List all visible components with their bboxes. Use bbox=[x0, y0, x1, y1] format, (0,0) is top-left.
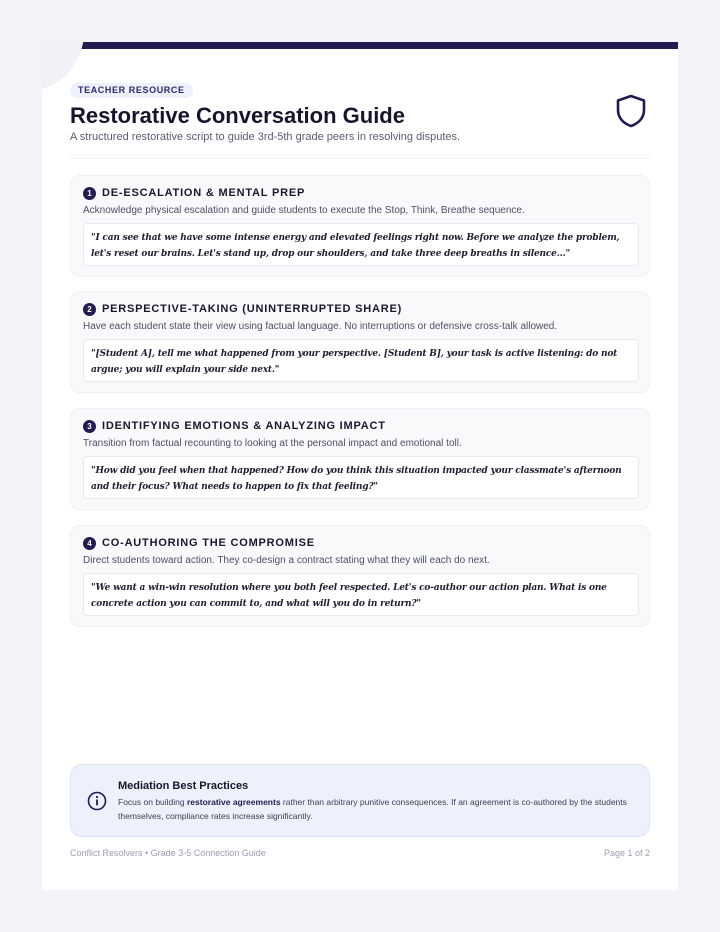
document-page bbox=[42, 42, 678, 890]
page-subtitle: A structured restorative script to guide 3rd-5th grade peers in resolving disputes. bbox=[70, 131, 461, 143]
best-practices-callout bbox=[70, 764, 650, 837]
step-script-quote: "We want a win-win resolution where you both feel respected. Let's co-author our action plan. What is one concrete action you can commit to, and what will you do in return?" bbox=[83, 573, 639, 616]
step-description: Acknowledge physical escalation and guide students to execute the Stop, Think, Breathe sequence. bbox=[83, 205, 525, 216]
top-accent-bar bbox=[42, 42, 678, 49]
step-card-3 bbox=[70, 408, 650, 510]
step-number-badge: 4 bbox=[83, 537, 96, 550]
shield-icon bbox=[615, 94, 647, 128]
step-description: Have each student state their view using factual language. No interruptions or defensive cross-talk allowed. bbox=[83, 321, 558, 332]
step-card-4 bbox=[70, 525, 650, 627]
step-script-quote: "I can see that we have some intense energy and elevated feelings right now. Before we analyze the problem, let's reset our brains. Let's stand up, drop our shoulders, and take three deep breaths in silence..." bbox=[83, 223, 639, 266]
callout-body bbox=[118, 795, 628, 823]
footer-page-number: Page 1 of 2 bbox=[603, 848, 650, 858]
step-description: Direct students toward action. They co-design a contract stating what they will each do next. bbox=[83, 555, 490, 566]
info-icon bbox=[87, 791, 107, 811]
step-number-badge: 3 bbox=[83, 420, 96, 433]
header-divider bbox=[70, 158, 650, 159]
step-number-badge: 2 bbox=[83, 303, 96, 316]
callout-body-text: Focus on building bbox=[118, 797, 187, 807]
callout-body-text-continued: rather than arbitrary punitive consequences. If an agreement is co-authored by the students themselves, compliance rates increase significantly. bbox=[118, 797, 627, 821]
step-script-quote: "How did you feel when that happened? How do you think this situation impacted your classmate's afternoon and their focus? What needs to happen to fix that feeling?" bbox=[83, 456, 639, 499]
step-card-2 bbox=[70, 291, 650, 393]
step-title: IDENTIFYING EMOTIONS & ANALYZING IMPACT bbox=[102, 420, 386, 432]
callout-body-emphasis: restorative agreements bbox=[187, 797, 281, 807]
step-script-quote: "[Student A], tell me what happened from your perspective. [Student B], your task is active listening: do not argue; you will explain your side next." bbox=[83, 339, 639, 382]
step-title: PERSPECTIVE-TAKING (UNINTERRUPTED SHARE) bbox=[102, 303, 403, 315]
step-title: DE-ESCALATION & MENTAL PREP bbox=[102, 187, 306, 199]
step-title: CO-AUTHORING THE COMPROMISE bbox=[102, 537, 315, 549]
page-title: Restorative Conversation Guide bbox=[70, 103, 405, 128]
step-number-badge: 1 bbox=[83, 187, 96, 200]
footer-series-label: Conflict Resolvers • Grade 3-5 Connection Guide bbox=[70, 848, 266, 858]
step-description: Transition from factual recounting to looking at the personal impact and emotional toll. bbox=[83, 438, 462, 449]
callout-title: Mediation Best Practices bbox=[118, 780, 249, 792]
resource-kicker-badge: TEACHER RESOURCE bbox=[70, 83, 193, 98]
step-card-1 bbox=[70, 175, 650, 277]
